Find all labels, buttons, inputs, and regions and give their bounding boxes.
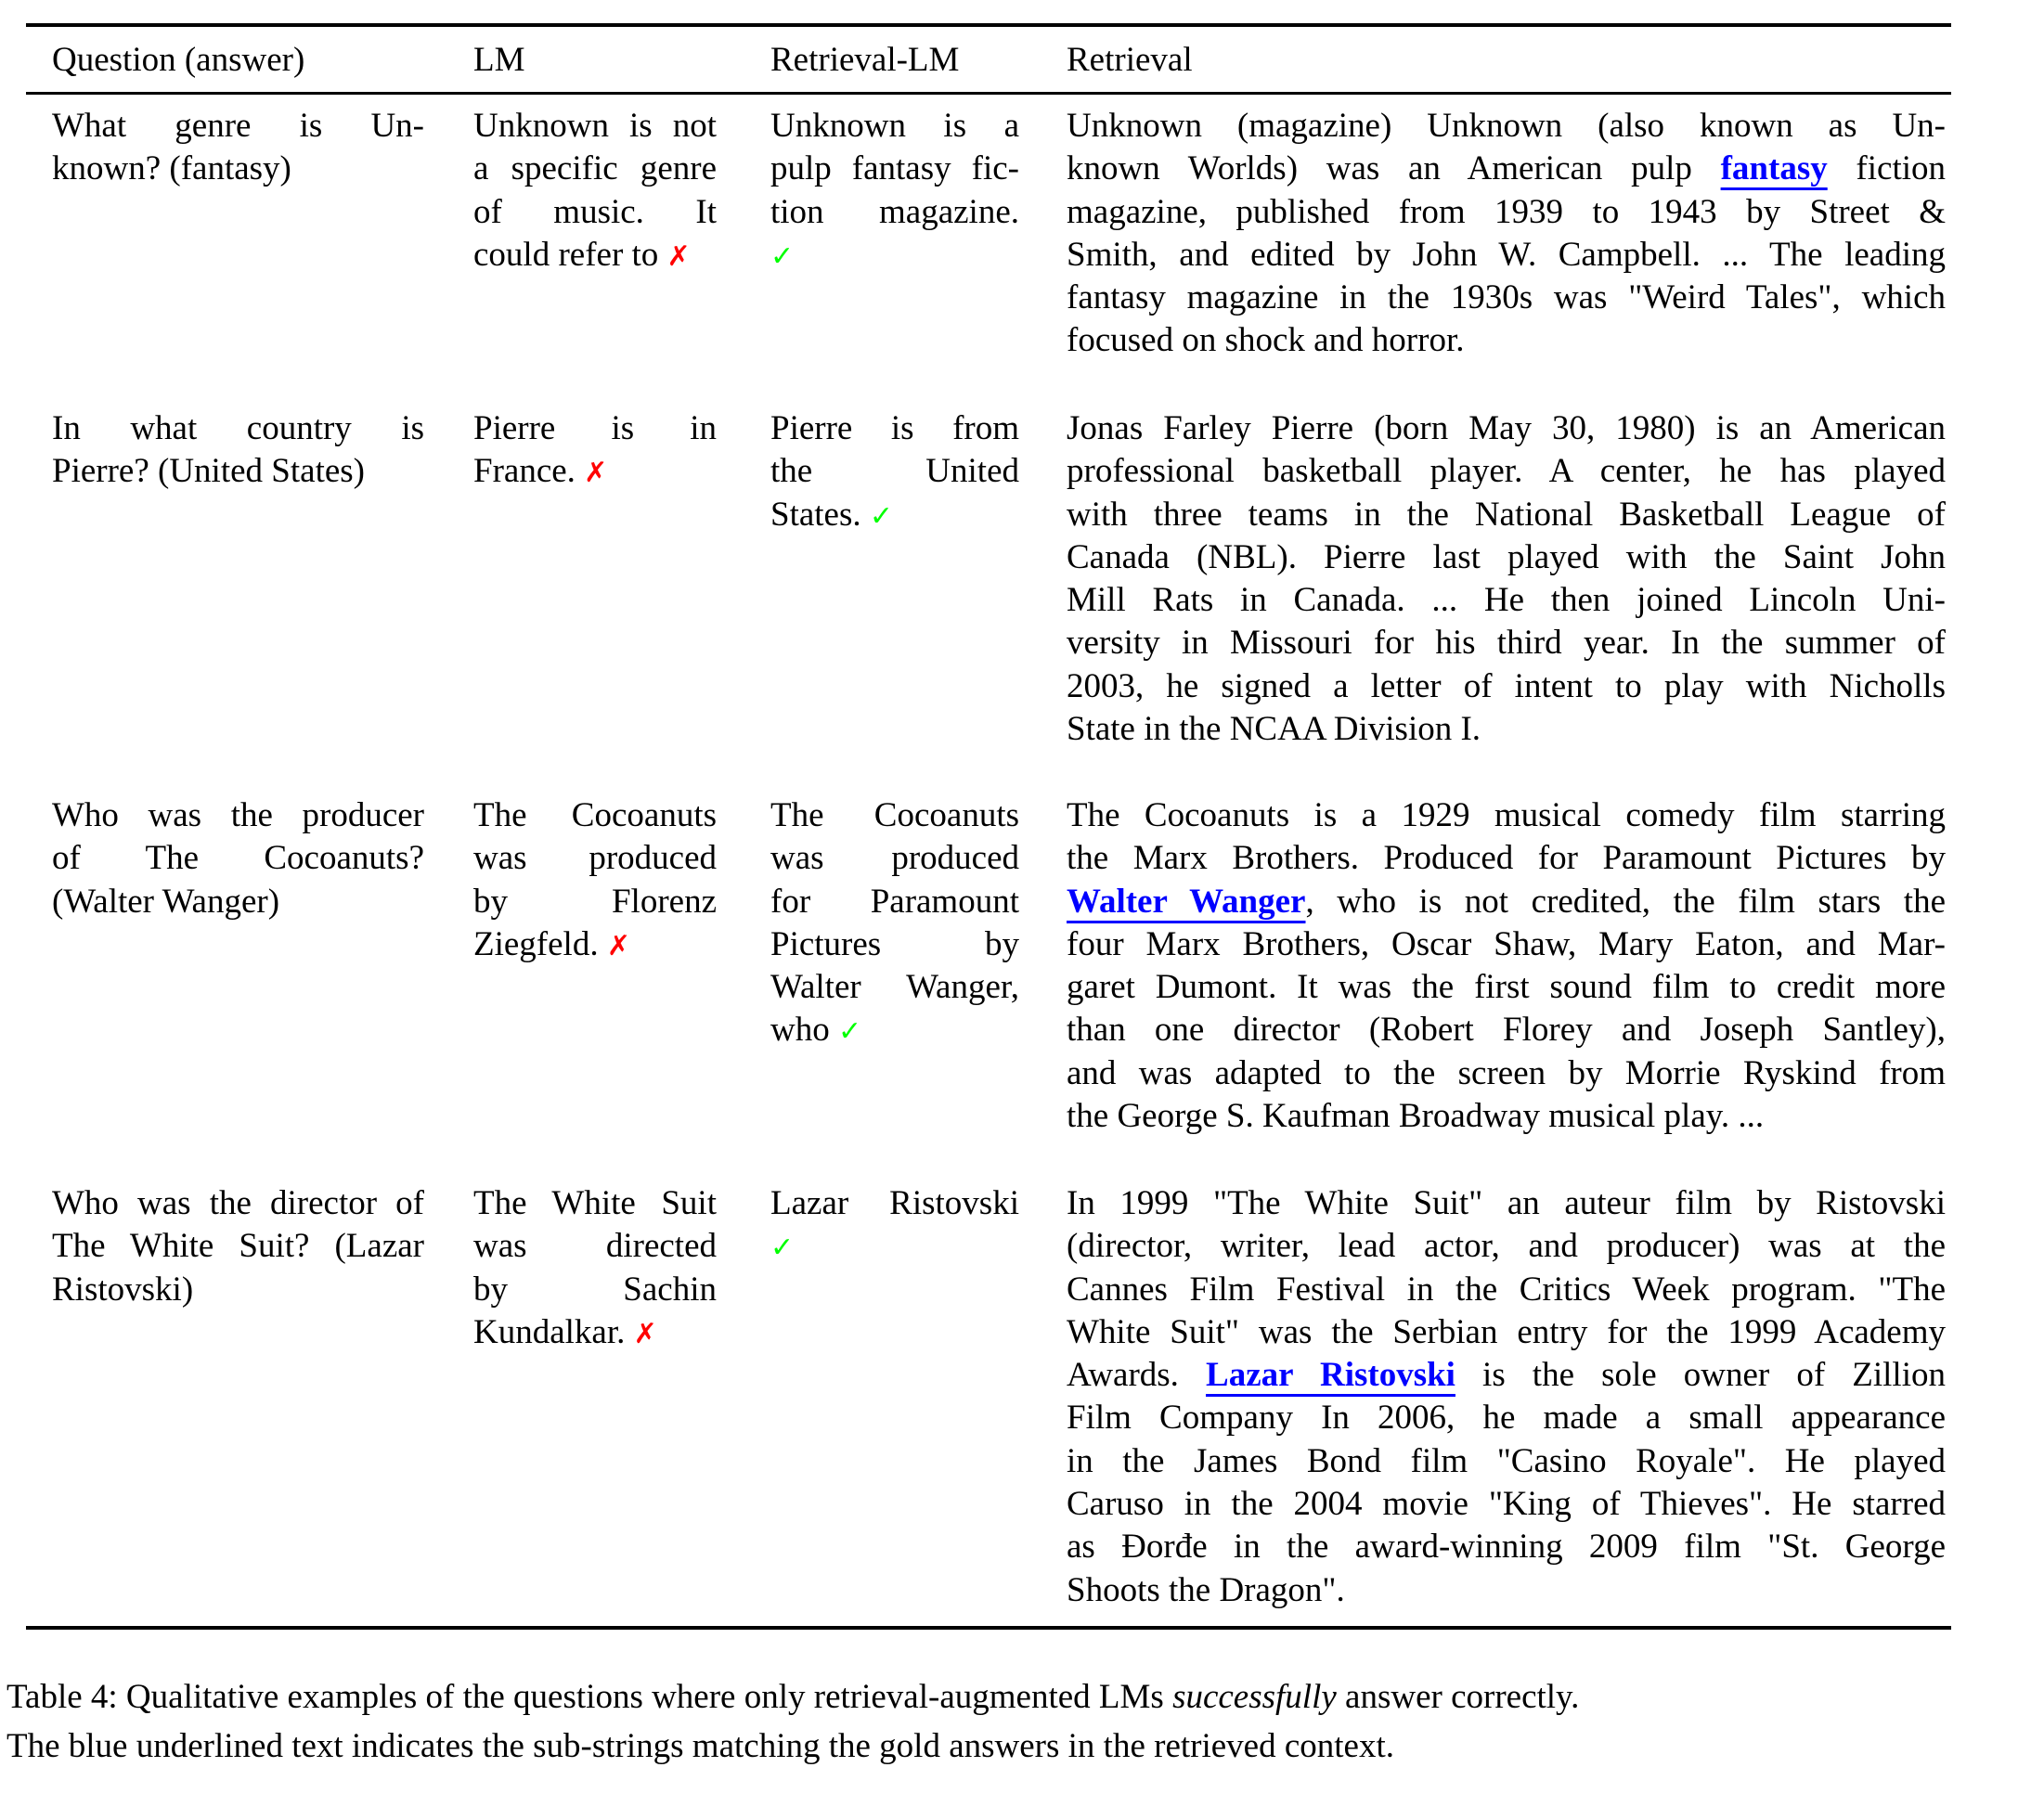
text-line xyxy=(770,105,1019,148)
check-icon: ✓ xyxy=(837,1015,862,1049)
text-line xyxy=(52,407,424,450)
text: Caruso in the 2004 movie "King of Thieves". He starred xyxy=(1067,1485,1946,1524)
text-line xyxy=(770,407,1019,450)
table-header-rule xyxy=(26,92,1951,95)
text: Unknown is not xyxy=(473,107,717,145)
text: in the James Bond film "Casino Royale". He played xyxy=(1067,1441,1946,1480)
header-lm: LM xyxy=(473,41,525,79)
table-caption xyxy=(6,1672,1984,1771)
text: Jonas Farley Pierre (born May 30, 1980) is an American xyxy=(1067,409,1946,447)
text: as Đorđe in the award-winning 2009 film "St. George xyxy=(1067,1528,1946,1567)
text: of music. It xyxy=(473,192,717,231)
text-line xyxy=(770,1225,1019,1268)
text: fiction xyxy=(1827,149,1946,188)
text: and was adapted to the screen by Morrie Ryskind from xyxy=(1067,1053,1946,1092)
text: who xyxy=(770,1011,838,1050)
cell-lm-answer xyxy=(473,1182,717,1354)
text: Ristovski) xyxy=(52,1270,194,1309)
text: by Sachin xyxy=(473,1270,717,1309)
text: by Florenz xyxy=(473,882,717,921)
text-line xyxy=(52,1225,424,1268)
text: than one director (Robert Florey and Joseph Santley), xyxy=(1067,1011,1946,1050)
cross-icon: ✗ xyxy=(584,457,608,490)
text-line xyxy=(1067,1526,1946,1568)
text-line xyxy=(1067,1311,1946,1354)
text-line xyxy=(473,450,717,493)
cross-icon: ✗ xyxy=(633,1317,657,1350)
text-line xyxy=(1067,319,1946,362)
text: focused on shock and horror. xyxy=(1067,321,1465,360)
text: four Marx Brothers, Oscar Shaw, Mary Eaton, and Mar- xyxy=(1067,924,1946,963)
text-line xyxy=(473,837,717,880)
text: the George S. Kaufman Broadway musical play. ... xyxy=(1067,1097,1765,1136)
text-line xyxy=(1067,579,1946,622)
text: Who was the director of xyxy=(52,1184,424,1222)
text-line xyxy=(52,105,424,148)
text: France. xyxy=(473,452,585,491)
text-line xyxy=(1067,794,1946,837)
text-line xyxy=(473,881,717,923)
text: White Suit" was the Serbian entry for the 1999 Academy xyxy=(1067,1312,1946,1351)
text-line xyxy=(52,450,424,493)
text: Cannes Film Festival in the Critics Week program. "The xyxy=(1067,1270,1946,1309)
text-line xyxy=(1067,407,1946,450)
text: In 1999 "The White Suit" an auteur film by Ristovski xyxy=(1067,1184,1946,1222)
text-line xyxy=(1067,622,1946,664)
text-line xyxy=(473,105,717,148)
cell-retrieved-context xyxy=(1067,105,1946,363)
text: magazine, published from 1939 to 1943 by Street & xyxy=(1067,192,1946,231)
cell-retrieval-lm-answer xyxy=(770,407,1019,536)
text-line xyxy=(1067,1569,1946,1612)
text-line xyxy=(770,923,1019,966)
text-line xyxy=(770,794,1019,837)
text: What genre is Un- xyxy=(52,107,424,145)
cell-lm-answer xyxy=(473,794,717,966)
text-line xyxy=(770,1182,1019,1225)
caption-line-2: The blue underlined text indicates the sub-strings matching the gold answers in the retrieved context. xyxy=(6,1727,1394,1765)
text: for Paramount xyxy=(770,882,1019,921)
text-line xyxy=(1067,536,1946,579)
cell-lm-answer xyxy=(473,407,717,494)
text-line xyxy=(1067,191,1946,234)
text: In what country is xyxy=(52,409,424,447)
cell-lm-answer xyxy=(473,105,717,277)
cell-retrieved-context xyxy=(1067,1182,1946,1612)
text: Ziegfeld. xyxy=(473,924,607,963)
text-line xyxy=(473,1182,717,1225)
table-bottom-rule xyxy=(26,1626,1951,1630)
text: Shoots the Dragon". xyxy=(1067,1570,1345,1609)
header-question: Question (answer) xyxy=(52,41,305,79)
cell-question xyxy=(52,1182,424,1311)
text: known Worlds) was an American pulp xyxy=(1067,149,1721,188)
check-icon: ✓ xyxy=(770,1232,795,1265)
text: Pictures by xyxy=(770,924,1019,963)
text-line xyxy=(473,1269,717,1311)
text: Unknown is a xyxy=(770,107,1019,145)
text-line xyxy=(1067,1225,1946,1268)
cell-retrieval-lm-answer xyxy=(770,1182,1019,1269)
text: garet Dumont. It was the first sound film to credit more xyxy=(1067,968,1946,1007)
text-line xyxy=(1067,1397,1946,1439)
text-line xyxy=(52,881,424,923)
cell-retrieved-context xyxy=(1067,794,1946,1138)
text: States. xyxy=(770,495,870,534)
cell-question xyxy=(52,105,424,191)
text: known? (fantasy) xyxy=(52,149,291,188)
text-line xyxy=(473,1225,717,1268)
text-line xyxy=(1067,450,1946,493)
text-line xyxy=(473,191,717,234)
text: professional basketball player. A center, he has played xyxy=(1067,452,1946,491)
cross-icon: ✗ xyxy=(666,239,691,273)
text: with three teams in the National Basketball League of xyxy=(1067,495,1946,534)
text: Canada (NBL). Pierre last played with the Saint John xyxy=(1067,537,1946,576)
text-line xyxy=(473,148,717,190)
gold-answer-highlight: Lazar Ristovski xyxy=(1206,1356,1455,1395)
table-top-rule xyxy=(26,23,1951,27)
text-line xyxy=(1067,234,1946,277)
text-line xyxy=(770,450,1019,493)
text-line xyxy=(473,923,717,966)
text-line xyxy=(1067,1440,1946,1483)
text: of The Cocoanuts? xyxy=(52,839,424,878)
text-line xyxy=(1067,1354,1946,1397)
caption-emphasis: successfully xyxy=(1172,1678,1337,1716)
check-icon: ✓ xyxy=(770,239,795,273)
text-line xyxy=(770,234,1019,277)
cell-question xyxy=(52,794,424,923)
text: State in the NCAA Division I. xyxy=(1067,710,1481,749)
text-line xyxy=(52,1182,424,1225)
caption-text: Table 4: Qualitative examples of the questions where only retrieval-augmented LMs xyxy=(6,1678,1173,1716)
text-line xyxy=(1067,1052,1946,1095)
text: The Cocoanuts is a 1929 musical comedy film starring xyxy=(1067,796,1946,834)
cell-retrieval-lm-answer xyxy=(770,105,1019,277)
text: was produced xyxy=(770,839,1019,878)
text-line xyxy=(770,837,1019,880)
header-retrieval: Retrieval xyxy=(1067,41,1193,79)
text: the United xyxy=(770,452,1019,491)
text: The Cocoanuts xyxy=(473,796,717,834)
text: pulp fantasy fic- xyxy=(770,149,1019,188)
text-line xyxy=(1067,1095,1946,1138)
text-line xyxy=(1067,665,1946,708)
check-icon: ✓ xyxy=(869,499,894,533)
text-line xyxy=(1067,837,1946,880)
text: fantasy magazine in the 1930s was "Weird Tales", which xyxy=(1067,278,1946,317)
text: Pierre is in xyxy=(473,409,717,447)
text: is the sole owner of Zillion xyxy=(1455,1356,1946,1395)
text-line xyxy=(52,794,424,837)
text-line xyxy=(770,494,1019,536)
caption-line-1 xyxy=(6,1672,1984,1722)
gold-answer-highlight: fantasy xyxy=(1720,149,1828,188)
text-line xyxy=(473,234,717,277)
text: Mill Rats in Canada. ... He then joined Lincoln Uni- xyxy=(1067,581,1946,620)
text-line xyxy=(1067,1182,1946,1225)
text-line xyxy=(1067,708,1946,751)
text-line xyxy=(52,148,424,190)
text-line xyxy=(52,1269,424,1311)
text: could refer to xyxy=(473,235,667,274)
text-line xyxy=(1067,494,1946,536)
cell-retrieved-context xyxy=(1067,407,1946,751)
text-line xyxy=(1067,1009,1946,1051)
text-line xyxy=(770,966,1019,1009)
text: Pierre? (United States) xyxy=(52,452,365,491)
header-retrieval-lm: Retrieval-LM xyxy=(770,41,960,79)
text: the Marx Brothers. Produced for Paramount Pictures by xyxy=(1067,839,1946,878)
text-line xyxy=(473,794,717,837)
text: a specific genre xyxy=(473,149,717,188)
text-line xyxy=(1067,105,1946,148)
text: (director, writer, lead actor, and producer) was at the xyxy=(1067,1227,1946,1266)
text: Kundalkar. xyxy=(473,1312,634,1351)
text-line xyxy=(473,407,717,450)
text-line xyxy=(52,837,424,880)
text: (Walter Wanger) xyxy=(52,882,280,921)
text: The Cocoanuts xyxy=(770,796,1019,834)
text-line xyxy=(770,148,1019,190)
text: Awards. xyxy=(1067,1356,1207,1395)
text: versity in Missouri for his third year. In the summer of xyxy=(1067,624,1946,663)
text-line xyxy=(770,191,1019,234)
cell-question xyxy=(52,407,424,494)
text: The White Suit? (Lazar xyxy=(52,1227,424,1266)
text-line xyxy=(1067,881,1946,923)
text: The White Suit xyxy=(473,1184,717,1222)
caption-text: answer correctly. xyxy=(1336,1678,1580,1716)
text-line xyxy=(1067,277,1946,319)
text: was directed xyxy=(473,1227,717,1266)
text-line xyxy=(473,1311,717,1354)
text: tion magazine. xyxy=(770,192,1019,231)
text-line xyxy=(1067,1269,1946,1311)
text-line xyxy=(770,881,1019,923)
text: Lazar Ristovski xyxy=(770,1184,1019,1222)
text-line xyxy=(1067,148,1946,190)
gold-answer-highlight: Walter Wanger xyxy=(1067,882,1306,921)
text-line xyxy=(1067,923,1946,966)
text: Pierre is from xyxy=(770,409,1019,447)
text: Unknown (magazine) Unknown (also known as Un- xyxy=(1067,107,1946,145)
text: Walter Wanger, xyxy=(770,968,1019,1007)
text-line xyxy=(1067,966,1946,1009)
cell-retrieval-lm-answer xyxy=(770,794,1019,1052)
text: Smith, and edited by John W. Campbell. ... The leading xyxy=(1067,235,1946,274)
text: 2003, he signed a letter of intent to play with Nicholls xyxy=(1067,666,1946,705)
text: was produced xyxy=(473,839,717,878)
text-line xyxy=(770,1009,1019,1051)
text: Who was the producer xyxy=(52,796,424,834)
text-line xyxy=(1067,1483,1946,1526)
text: Film Company In 2006, he made a small appearance xyxy=(1067,1399,1946,1438)
cross-icon: ✗ xyxy=(606,929,630,962)
text: , who is not credited, the film stars the xyxy=(1305,882,1947,921)
